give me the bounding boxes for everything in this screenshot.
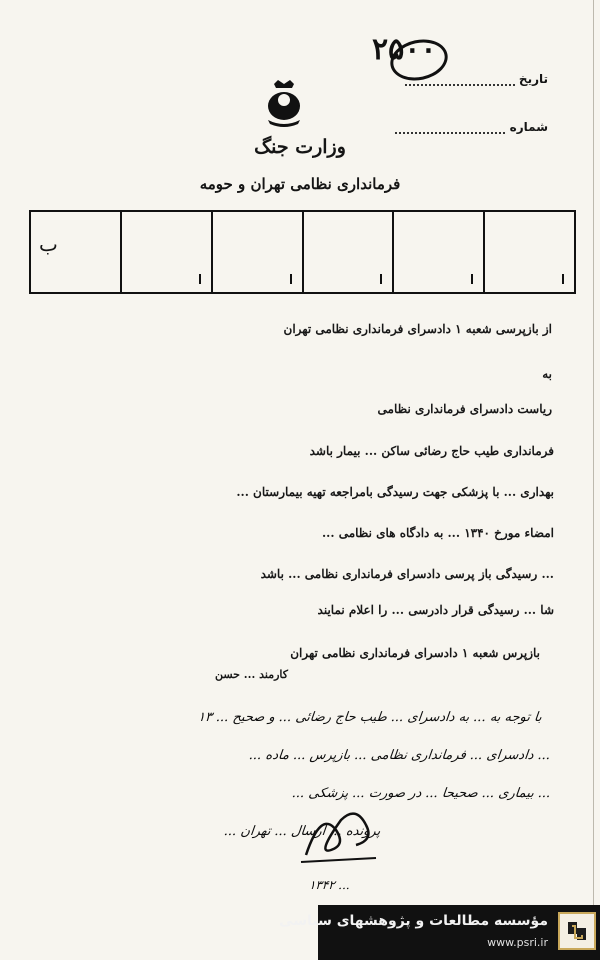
number-label: شماره [509, 120, 548, 134]
handwritten-signature [296, 800, 386, 870]
grid-cell [392, 212, 483, 292]
paragraph-line: ... رسیدگی باز پرسی دادسرای فرمانداری نظامی ... باشد [260, 567, 554, 581]
date-dots [405, 74, 515, 86]
grid-cell: ﺏ [39, 232, 58, 256]
institute-name: مؤسسه مطالعات و پژوهشهای سیاسی [279, 913, 548, 929]
office-title: فرمانداری نظامی تهران و حومه [199, 175, 401, 193]
document-number [372, 32, 436, 67]
handwritten-note: ... دادسرای ... فرمانداری نظامی ... بازپرس ... ماده ... [248, 748, 551, 763]
paragraph-line: فرمانداری طیب حاج رضائی ساکن ... بیمار باشد [309, 444, 554, 458]
number-field [395, 120, 548, 134]
handwritten-date: ... ۱۳۴۲ [308, 878, 351, 892]
ministry-title: وزارت جنگ [254, 136, 346, 158]
handwritten-note: با توجه به ... به دادسرای ... طیب حاج رضائی ... و صحیح ... ۱۳ [197, 710, 543, 725]
date-field [405, 72, 548, 86]
institute-url: www.psri.ir [487, 936, 548, 949]
paragraph-line: شا ... رسیدگی قرار دادرسی ... را اعلام نمایند [317, 603, 554, 617]
to-label: به [542, 367, 552, 381]
grid-cell [120, 212, 211, 292]
handwritten-note: ... بیماری ... صحیحا ... در صورت ... پزشکی ... [290, 786, 551, 801]
grid-cell [302, 212, 393, 292]
date-label: تاریخ [518, 72, 548, 86]
signature-name: کارمند ... حسن [214, 668, 288, 681]
grid-cell [483, 212, 574, 292]
number-dots [395, 122, 505, 134]
document-number-text: ۲۵۰۰ [372, 32, 437, 67]
grid-cell [211, 212, 302, 292]
paragraph-line: بهداری ... با پزشکی جهت رسیدگی بامراجعه تهیه بیمارستان ... [236, 485, 554, 499]
subject-line: ریاست دادسرای فرمانداری نظامی [377, 402, 552, 416]
lion-sun-emblem-icon [262, 78, 306, 128]
from-line: از بازپرسی شعبه ۱ دادسرای فرمانداری نظامی تهران [283, 322, 552, 336]
routing-grid [29, 210, 576, 294]
signature-line: بازپرس شعبه ۱ دادسرای فرمانداری نظامی تهران [290, 646, 540, 660]
handwritten-note: پرونده ... ارسال ... تهران ... [222, 824, 381, 839]
institute-logo-icon [558, 912, 596, 950]
paragraph-line: امضاء مورخ ۱۳۴۰ ... به دادگاه های نظامی ... [321, 526, 554, 540]
